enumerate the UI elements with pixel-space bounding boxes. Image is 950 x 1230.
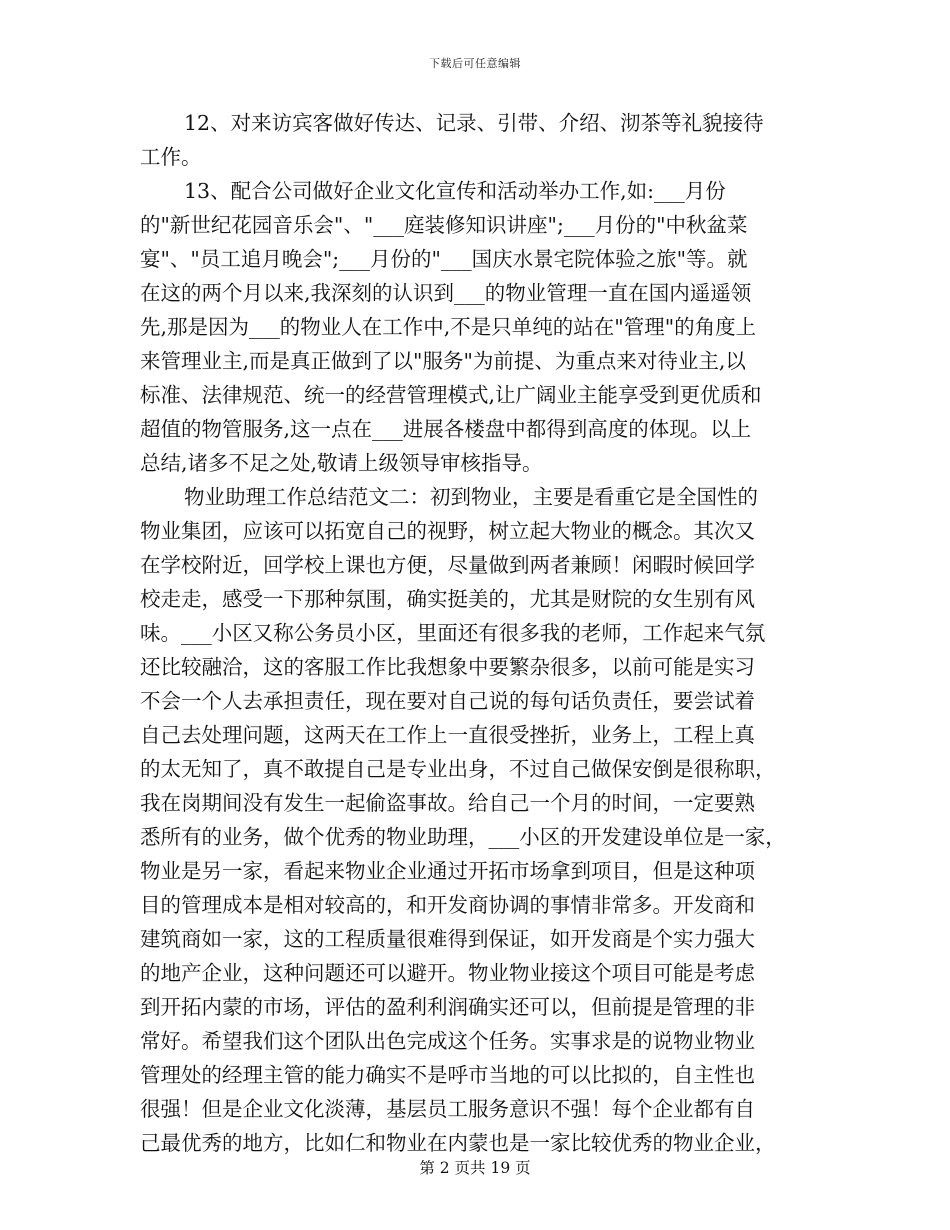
page-header: 下载后可任意编辑 (429, 57, 521, 70)
text-line: 标准、法律规范、统一的经营管理模式,让广阔业主能享受到更优质和 (140, 383, 762, 407)
text-line: 总结,诸多不足之处,敬请上级领导审核指导。 (140, 451, 543, 475)
text-line: 工作。 (140, 145, 202, 169)
text-line: 还比较融洽，这的客服工作比我想象中要繁杂很多，以前可能是实习 (140, 655, 755, 679)
text-line: 宴"、"员工追月晚会";___月份的"___国庆水景宅院体验之旅"等。就 (140, 247, 748, 271)
text-line: 管理处的经理主管的能力确实不是呼市当地的可以比拟的，自主性也 (140, 1063, 755, 1087)
text-line: 我在岗期间没有发生一起偷盗事故。给自己一个月的时间，一定要熟 (140, 791, 755, 815)
text-line: 在这的两个月以来,我深刻的认识到___的物业管理一直在国内遥遥领 (140, 281, 752, 305)
text-line: 的地产企业，这种问题还可以避开。物业物业接这个项目可能是考虑 (140, 961, 755, 985)
text-line: 的"新世纪花园音乐会"、"___庭装修知识讲座";___月份的"中秋盆菜 (140, 213, 748, 237)
text-line: 物业是另一家，看起来物业企业通过开拓市场拿到项目，但是这种项 (140, 859, 755, 883)
text-line: 味。___小区又称公务员小区，里面还有很多我的老师，工作起来气氛 (140, 621, 766, 645)
text-line: 到开拓内蒙的市场，评估的盈利利润确实还可以，但前提是管理的非 (140, 995, 755, 1019)
text-line: 常好。希望我们这个团队出色完成这个任务。实事求是的说物业物业 (140, 1029, 755, 1053)
text-line: 的太无知了，真不敢提自己是专业出身，不过自己做保安倒是很称职， (140, 757, 776, 781)
text-line: 校走走，感受一下那种氛围，确实挺美的，尤其是财院的女生别有风 (140, 587, 755, 611)
text-line: 自己去处理问题，这两天在工作上一直很受挫折，业务上，工程上真 (140, 723, 755, 747)
document-body (140, 106, 812, 1160)
text-line: 先,那是因为___的物业人在工作中,不是只单纯的站在"管理"的角度上 (140, 315, 757, 339)
text-line: 建筑商如一家，这的工程质量很难得到保证，如开发商是个实力强大 (140, 927, 755, 951)
text-line: 来管理业主,而是真正做到了以"服务"为前提、为重点来对待业主,以 (140, 349, 746, 373)
page-number-footer: 第 2 页共 19 页 (419, 1159, 531, 1177)
text-line: 目的管理成本是相对较高的，和开发商协调的事情非常多。开发商和 (140, 893, 755, 917)
text-line: 13、配合公司做好企业文化宣传和活动举办工作,如:___月份 (184, 179, 726, 203)
text-line: 在学校附近，回学校上课也方便，尽量做到两者兼顾！闲暇时候回学 (140, 553, 755, 577)
text-line: 物业集团，应该可以拓宽自己的视野，树立起大物业的概念。其次又 (140, 519, 755, 543)
text-line: 己最优秀的地方，比如仁和物业在内蒙也是一家比较优秀的物业企业， (140, 1131, 776, 1155)
text-line: 超值的物管服务,这一点在___进展各楼盘中都得到高度的体现。以上 (140, 417, 752, 441)
text-line: 不会一个人去承担责任，现在要对自己说的每句话负责任，要尝试着 (140, 689, 755, 713)
text-line: 12、对来访宾客做好传达、记录、引带、介绍、沏茶等礼貌接待 (184, 111, 764, 135)
text-line: 悉所有的业务，做个优秀的物业助理，___小区的开发建设单位是一家， (140, 825, 786, 849)
text-line: 物业助理工作总结范文二：初到物业，主要是看重它是全国性的 (184, 485, 758, 509)
text-line: 很强！但是企业文化淡薄，基层员工服务意识不强！每个企业都有自 (140, 1097, 755, 1121)
